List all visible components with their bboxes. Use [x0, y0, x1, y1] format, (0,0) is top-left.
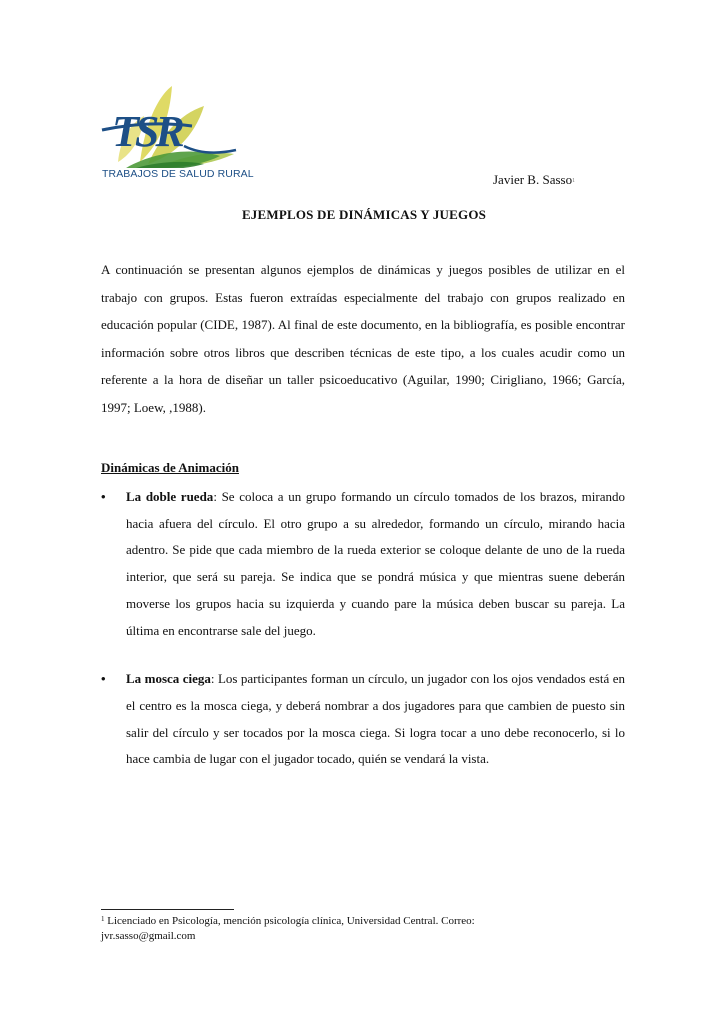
list-item: [101, 484, 625, 644]
author-name: [493, 172, 575, 188]
logo-text: TSR: [112, 107, 181, 156]
footnote-text: Licenciado en Psicología, mención psicología clínica, Universidad Central. Correo: jvr.sasso@gmail.com: [101, 915, 475, 942]
item-separator: :: [213, 489, 222, 504]
list-item: [101, 666, 625, 773]
tsr-logo-graphic: [100, 84, 250, 168]
document-title: EJEMPLOS DE DINÁMICAS Y JUEGOS: [241, 207, 487, 222]
author-text: Javier B. Sasso: [493, 172, 573, 187]
logo-caption: TRABAJOS DE SALUD RURAL: [102, 168, 254, 180]
item-description: Se coloca a un grupo formando un círculo tomados de los brazos, mirando hacia afuera del círculo. El otro grupo a su alrededor, formando un círculo, mirando hacia adentro. Se pide que cada miembro de la rueda exterior se coloque delante de uno de la rueda interior, que será su pareja. Se indica que se pondrá música y que mientras suene deberán moverse los grupos hacia su izquierda y cuando pare la música deben buscar su pareja. La última en encontrarse sale del juego.: [126, 489, 625, 638]
footnote: [101, 912, 571, 944]
footnote-ref: 1: [101, 915, 105, 923]
bullet-icon: •: [101, 671, 106, 687]
item-separator: :: [210, 671, 218, 687]
item-term: La doble rueda: [126, 489, 214, 504]
footnote-divider: [101, 909, 234, 910]
author-footnote-ref[interactable]: 1: [572, 178, 576, 184]
section-heading: Dinámicas de Animación: [101, 460, 239, 475]
item-description: Los participantes forman un círculo, un jugador con los ojos vendados está en el centro es la mosca ciega, y deberá nombrar a dos jugadores para que cambien de puesto sin salir del círculo y ser tocados por la mosca ciega. Si logra tocar a uno debe reconocerlo, si lo hace cambia de lugar con el jugador tocado, quién se vendará la vista.: [126, 671, 625, 767]
intro-paragraph: A continuación se presentan algunos ejemplos de dinámicas y juegos posibles de utilizar en el trabajo con grupos. Estas fueron extraídas especialmente del trabajo con grupos realizado en educación popular (CIDE, 1987). Al final de este documento, en la bibliografía, es posible encontrar información sobre otros libros que describen técnicas de este tipo, a los cuales acudir como un referente a la hora de diseñar un taller psicoeducativo (Aguilar, 1990; Cirigliano, 1966; García, 1997; Loew, ,1988).: [101, 262, 625, 415]
dynamics-list: [101, 484, 625, 773]
item-term: La mosca ciega: [126, 671, 211, 687]
bullet-icon: •: [101, 489, 106, 504]
tsr-logo: [100, 84, 254, 184]
